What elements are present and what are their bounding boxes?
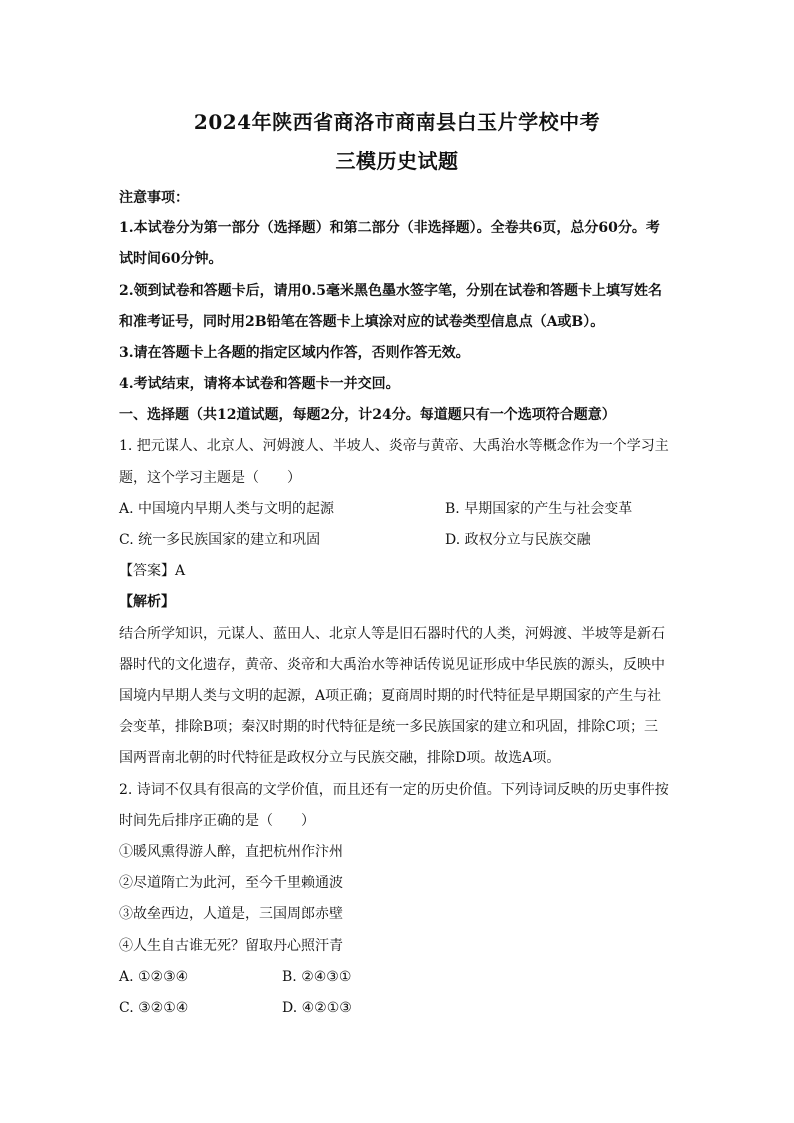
- exam-title-line-1: 2024年陕西省商洛市商南县白玉片学校中考: [193, 110, 601, 134]
- question-1-analysis-label: 【解析】: [119, 594, 175, 610]
- question-2-stem-cont: 时间先后排序正确的是（ ）: [119, 813, 315, 829]
- notice-item-3: 3.请在答题卡上各题的指定区域内作答，否则作答无效。: [119, 345, 470, 361]
- notice-item-4: 4.考试结束，请将本试卷和答题卡一并交回。: [119, 376, 400, 392]
- question-1-analysis-line-2: 器时代的文化遗存，黄帝、炎帝和大禹治水等神话传说见证形成中华民族的源头，反映中: [119, 657, 665, 673]
- question-2-option-b: B. ②④③①: [282, 969, 352, 985]
- question-2-option-a: A. ①②③④: [119, 969, 189, 985]
- question-2-option-c: C. ③②①④: [119, 1000, 189, 1016]
- notice-item-1-cont: 试时间60分钟。: [119, 251, 223, 267]
- question-1-stem: 1. 把元谋人、北京人、河姆渡人、半坡人、炎帝与黄帝、大禹治水等概念作为一个学习主: [119, 438, 669, 454]
- question-2-poem-1: ①暖风熏得游人醉，直把杭州作汴州: [119, 844, 343, 860]
- notice-item-1: 1.本试卷分为第一部分（选择题）和第二部分（非选择题）。全卷共6页，总分60分。考: [119, 220, 660, 236]
- question-2-poem-4: ④人生自古谁无死？留取丹心照汗青: [119, 938, 343, 954]
- question-2-poem-2: ②尽道隋亡为此河，至今千里赖通波: [119, 875, 343, 891]
- notice-item-2-cont: 和准考证号，同时用2B铅笔在答题卡上填涂对应的试卷类型信息点（A或B）。: [119, 314, 605, 330]
- question-2-poem-3: ③故垒西边，人道是，三国周郎赤壁: [119, 906, 343, 922]
- question-2-stem: 2. 诗词不仅具有很高的文学价值，而且还有一定的历史价值。下列诗词反映的历史事件按: [119, 782, 669, 798]
- exam-title-line-2: 三模历史试题: [335, 149, 459, 173]
- question-1-analysis-line-1: 结合所学知识，元谋人、蓝田人、北京人等是旧石器时代的人类，河姆渡、半坡等是新石: [119, 626, 665, 642]
- question-1-option-c: C. 统一多民族国家的建立和巩固: [119, 532, 321, 548]
- question-1-analysis-line-4: 会变革，排除B项；秦汉时期的时代特征是统一多民族国家的建立和巩固，排除C项；三: [119, 719, 658, 735]
- notice-item-2: 2.领到试卷和答题卡后，请用0.5毫米黑色墨水签字笔，分别在试卷和答题卡上填写姓名: [119, 283, 662, 299]
- question-1-option-a: A. 中国境内早期人类与文明的起源: [119, 501, 335, 517]
- question-1-analysis-line-3: 国境内早期人类与文明的起源，A项正确；夏商周时期的时代特征是早期国家的产生与社: [119, 688, 662, 704]
- question-1-analysis-line-5: 国两晋南北朝的时代特征是政权分立与民族交融，排除D项。故选A项。: [119, 750, 561, 766]
- question-2-option-d: D. ④②①③: [282, 1000, 352, 1016]
- question-1-answer: 【答案】A: [119, 563, 186, 579]
- section-heading-choice: 一、选择题（共12道试题，每题2分，计24分。每道题只有一个选项符合题意）: [119, 407, 616, 423]
- question-1-option-d: D. 政权分立与民族交融: [445, 532, 591, 548]
- notice-heading: 注意事项：: [119, 190, 189, 206]
- question-1-option-b: B. 早期国家的产生与社会变革: [445, 501, 633, 517]
- question-1-stem-cont: 题，这个学习主题是（ ）: [119, 470, 301, 486]
